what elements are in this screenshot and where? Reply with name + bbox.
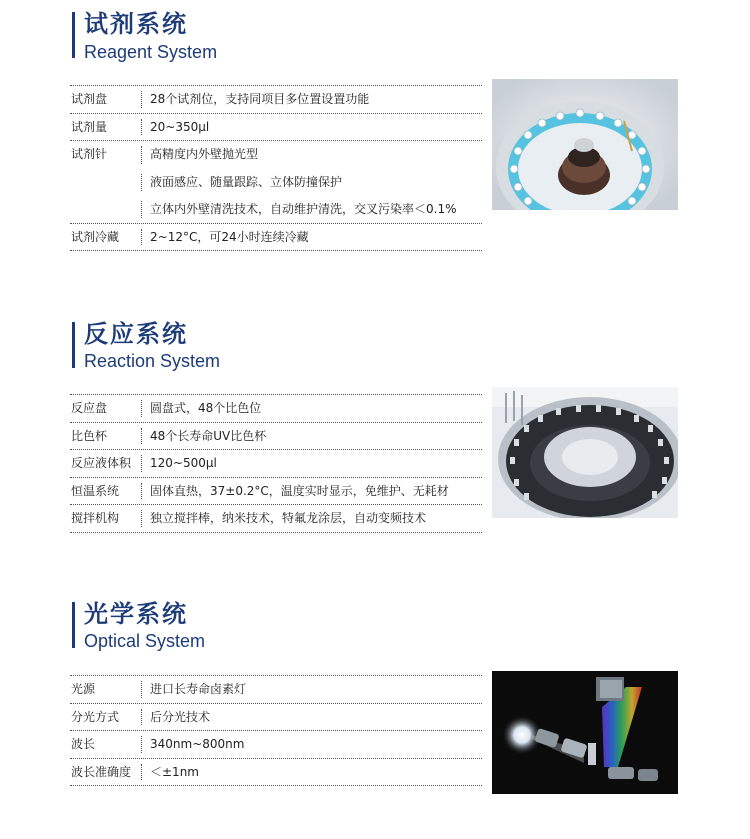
row-value: ＜±1nm [150, 764, 199, 779]
reagent-tray-photo [492, 79, 678, 210]
table-row [70, 676, 482, 704]
table-row [70, 114, 482, 142]
section-title-reagent: 试剂系统 [84, 10, 188, 38]
row-value: 20~350μl [150, 119, 210, 134]
section-title-optical: 光学系统 [84, 600, 188, 628]
row-label: 分光方式 [71, 709, 120, 724]
column-divider [141, 146, 142, 164]
column-divider [141, 119, 142, 136]
table-row [70, 196, 482, 224]
table-row [70, 478, 482, 506]
column-divider [141, 510, 142, 527]
row-value: 进口长寿命卤素灯 [150, 682, 247, 696]
row-value: 液面感应、随量跟踪、立体防撞保护 [150, 174, 343, 189]
table-row [70, 141, 482, 169]
section-accent-bar [72, 12, 75, 58]
row-label: 试剂量 [71, 119, 108, 134]
row-value: 立体内外壁清洗技术，自动维护清洗，交叉污染率＜0.1% [150, 202, 457, 216]
table-row [70, 731, 482, 759]
table-row [70, 450, 482, 478]
spec-table-reagent [70, 85, 482, 251]
column-divider [141, 229, 142, 246]
column-divider [141, 455, 142, 472]
row-value: 独立搅拌棒，纳米技术，特氟龙涂层，自动变频技术 [150, 511, 427, 525]
row-label: 比色杯 [71, 428, 108, 443]
column-divider [141, 709, 142, 726]
row-label: 波长准确度 [71, 764, 132, 779]
table-row [70, 169, 482, 197]
table-row [70, 704, 482, 732]
column-divider [141, 483, 142, 500]
row-label: 搅拌机构 [71, 511, 120, 525]
section-accent-bar [72, 602, 75, 648]
row-label [71, 196, 141, 223]
column-divider [141, 428, 142, 445]
row-value: 48个长寿命UV比色杯 [150, 428, 267, 443]
row-label: 波长 [71, 737, 96, 751]
section-title-reaction: 反应系统 [84, 320, 188, 348]
column-divider [141, 174, 142, 192]
reaction-disk-photo [492, 387, 678, 518]
row-value: 固体直热，37±0.2°C，温度实时显示，免维护、无耗材 [150, 483, 449, 498]
row-label: 试剂盘 [71, 92, 108, 106]
table-row [70, 759, 482, 787]
column-divider [141, 91, 142, 108]
table-row [70, 423, 482, 451]
table-row [70, 86, 482, 114]
column-divider [141, 736, 142, 753]
row-label: 反应液体积 [71, 456, 132, 470]
table-row [70, 395, 482, 423]
row-label: 试剂针 [71, 147, 108, 161]
column-divider [141, 681, 142, 698]
table-row [70, 505, 482, 533]
section-accent-bar [72, 322, 75, 368]
row-label: 光源 [71, 682, 96, 696]
row-value: 28个试剂位，支持同项目多位置设置功能 [150, 92, 370, 106]
spec-table-reaction [70, 394, 482, 533]
row-value: 后分光技术 [150, 709, 211, 724]
column-divider [141, 764, 142, 781]
row-label [71, 169, 141, 197]
row-label: 试剂冷藏 [71, 229, 120, 244]
section-subtitle-reaction: Reaction System [84, 351, 221, 371]
table-row [70, 224, 482, 252]
section-subtitle-reagent: Reagent System [84, 42, 218, 62]
row-value: 高精度内外壁抛光型 [150, 147, 259, 161]
optical-path-illustration [492, 671, 678, 794]
section-subtitle-optical: Optical System [84, 631, 206, 651]
row-value: 圆盘式，48个比色位 [150, 401, 262, 415]
spec-table-optical [70, 675, 482, 786]
column-divider [141, 201, 142, 218]
column-divider [141, 400, 142, 417]
row-value: 340nm~800nm [150, 737, 245, 751]
row-label: 恒温系统 [71, 483, 120, 498]
row-value: 120~500μl [150, 456, 217, 470]
row-label: 反应盘 [71, 401, 108, 415]
row-value: 2~12°C，可24小时连续冷藏 [150, 229, 309, 244]
